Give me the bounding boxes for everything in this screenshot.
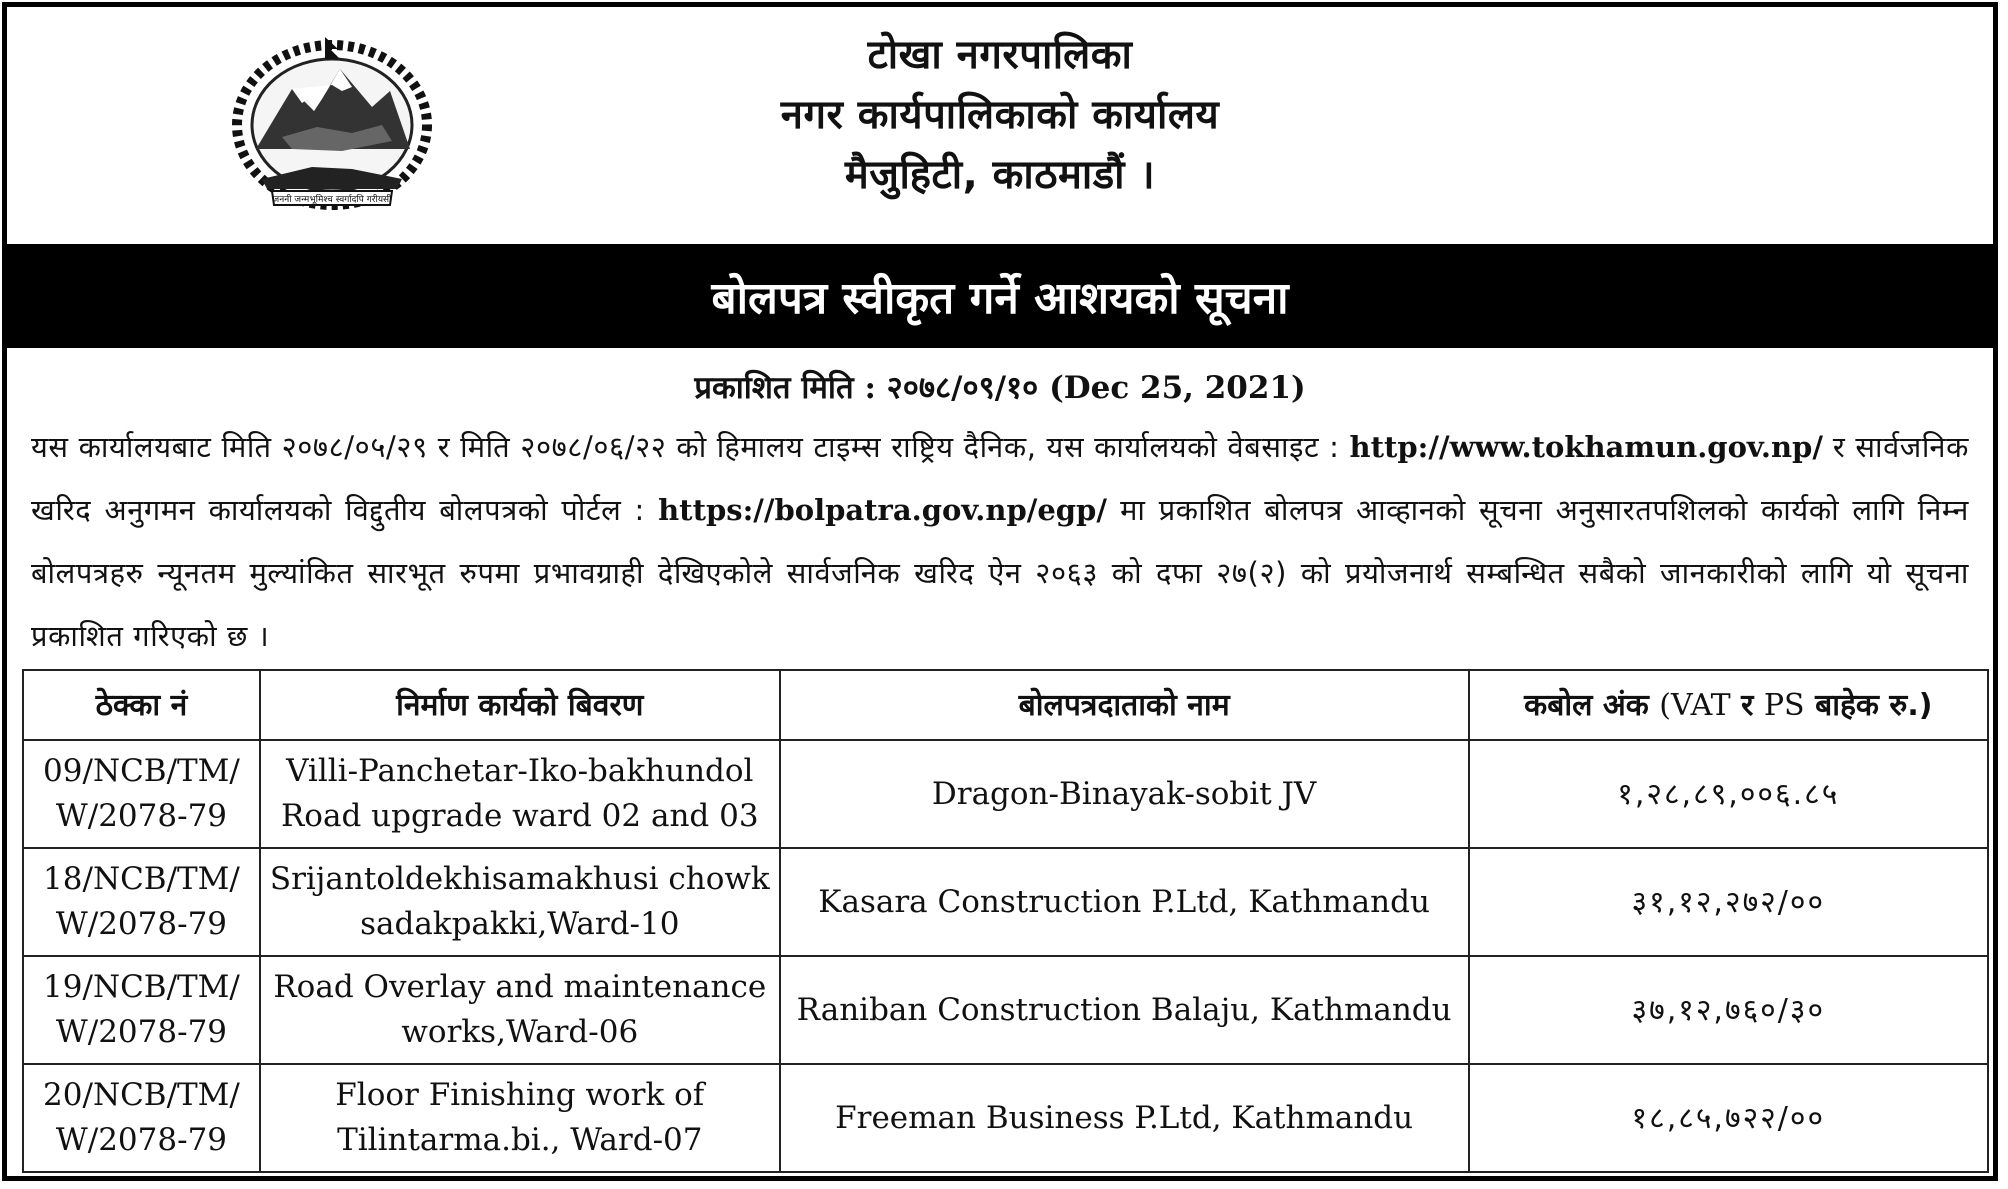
header-description: निर्माण कार्यको बिवरण bbox=[260, 670, 780, 740]
office-address: मैजुहिटी, काठमाडौं । bbox=[844, 152, 1156, 198]
header bbox=[7, 7, 1993, 244]
description-cell: Road Overlay and maintenance works,Ward-06 bbox=[260, 956, 780, 1064]
header-amount bbox=[1469, 670, 1988, 740]
table-row bbox=[23, 956, 1988, 1064]
bolpatra-portal-link[interactable]: https://bolpatra.gov.np/egp/ bbox=[658, 493, 1107, 527]
description-cell: Srijantoldekhisamakhusi chowk sadakpakki,Ward-10 bbox=[260, 848, 780, 956]
header-amount-part-e: बाहेक रु.) bbox=[1815, 687, 1933, 723]
bidder-cell: Dragon-Binayak-sobit JV bbox=[780, 740, 1469, 848]
contract-no-cell: 09/NCB/TM/ W/2078-79 bbox=[23, 740, 260, 848]
bidder-cell: Kasara Construction P.Ltd, Kathmandu bbox=[780, 848, 1469, 956]
header-amount-part-a: कबोल अंक bbox=[1524, 687, 1649, 723]
body-text-1: यस कार्यालयबाट मिति २०७८/०५/२९ र मिति २०७८/०६/२२ को हिमालय टाइम्स राष्ट्रिय दैनिक, यस कार्यालयको वेबसाइट : bbox=[31, 430, 1340, 464]
body-text-3: मा प्रकाशित बोलपत्र आव्हानको सूचना अनुसारतपशिलको कार्यको लागि निम्न बोलपत्रहरु न्यूनतम मुल्यांकित सारभूत रुपमा प्रभावग्राही देखिएकोले सार्वजनिक खरिद ऐन २०६३ को दफा २७(२) को प्रयोजनार्थ सम्बन्धित सबैको जानकारीको लागि यो सूचना प्रकाशित गरिएको छ । bbox=[31, 493, 1969, 653]
emblem-motto: जननी जन्मभूमिश्च स्वर्गादपि गरीयसी bbox=[272, 195, 392, 205]
tender-notice bbox=[2, 2, 1998, 1181]
table-row bbox=[23, 740, 1988, 848]
amount-cell: १,२८,८९,००६.८५ bbox=[1469, 740, 1988, 848]
amount-cell: ३७,१२,७६०/३० bbox=[1469, 956, 1988, 1064]
bidder-cell: Raniban Construction Balaju, Kathmandu bbox=[780, 956, 1469, 1064]
bid-table bbox=[22, 669, 1989, 1173]
office-name: नगर कार्यपालिकाको कार्यालय bbox=[780, 92, 1220, 138]
table-header-row bbox=[23, 670, 1988, 740]
header-amount-part-d: PS bbox=[1763, 687, 1805, 723]
municipality-website-link[interactable]: http://www.tokhamun.gov.np/ bbox=[1349, 430, 1823, 464]
header-amount-part-b: (VAT bbox=[1659, 687, 1731, 723]
description-cell: Floor Finishing work of Tilintarma.bi., Ward-07 bbox=[260, 1064, 780, 1172]
bidder-cell: Freeman Business P.Ltd, Kathmandu bbox=[780, 1064, 1469, 1172]
contract-no-cell: 18/NCB/TM/ W/2078-79 bbox=[23, 848, 260, 956]
notice-title: बोलपत्र स्वीकृत गर्ने आशयको सूचना bbox=[7, 244, 1993, 348]
publication-date-value: : २०७८/०९/१० (Dec 25, 2021) bbox=[864, 370, 1306, 406]
amount-cell: १८,८५,७२२/०० bbox=[1469, 1064, 1988, 1172]
header-amount-part-c: र bbox=[1741, 687, 1754, 723]
amount-cell: ३१,१२,२७२/०० bbox=[1469, 848, 1988, 956]
table-row bbox=[23, 848, 1988, 956]
publication-date-label: प्रकाशित मिति bbox=[694, 370, 854, 406]
header-bidder: बोलपत्रदाताको नाम bbox=[780, 670, 1469, 740]
contract-no-cell: 20/NCB/TM/ W/2078-79 bbox=[23, 1064, 260, 1172]
table-row bbox=[23, 1064, 1988, 1172]
header-contract-no: ठेक्का नं bbox=[23, 670, 260, 740]
body-text-2: र सार्वजनिक खरिद अनुगमन कार्यालयको विद्दुतीय बोलपत्रको पोर्टल : bbox=[31, 430, 1969, 527]
description-cell: Villi-Panchetar-Iko-bakhundol Road upgrade ward 02 and 03 bbox=[260, 740, 780, 848]
municipality-name: टोखा नगरपालिका bbox=[867, 32, 1133, 78]
publication-date bbox=[7, 366, 1993, 408]
contract-no-cell: 19/NCB/TM/ W/2078-79 bbox=[23, 956, 260, 1064]
notice-body bbox=[31, 416, 1969, 668]
